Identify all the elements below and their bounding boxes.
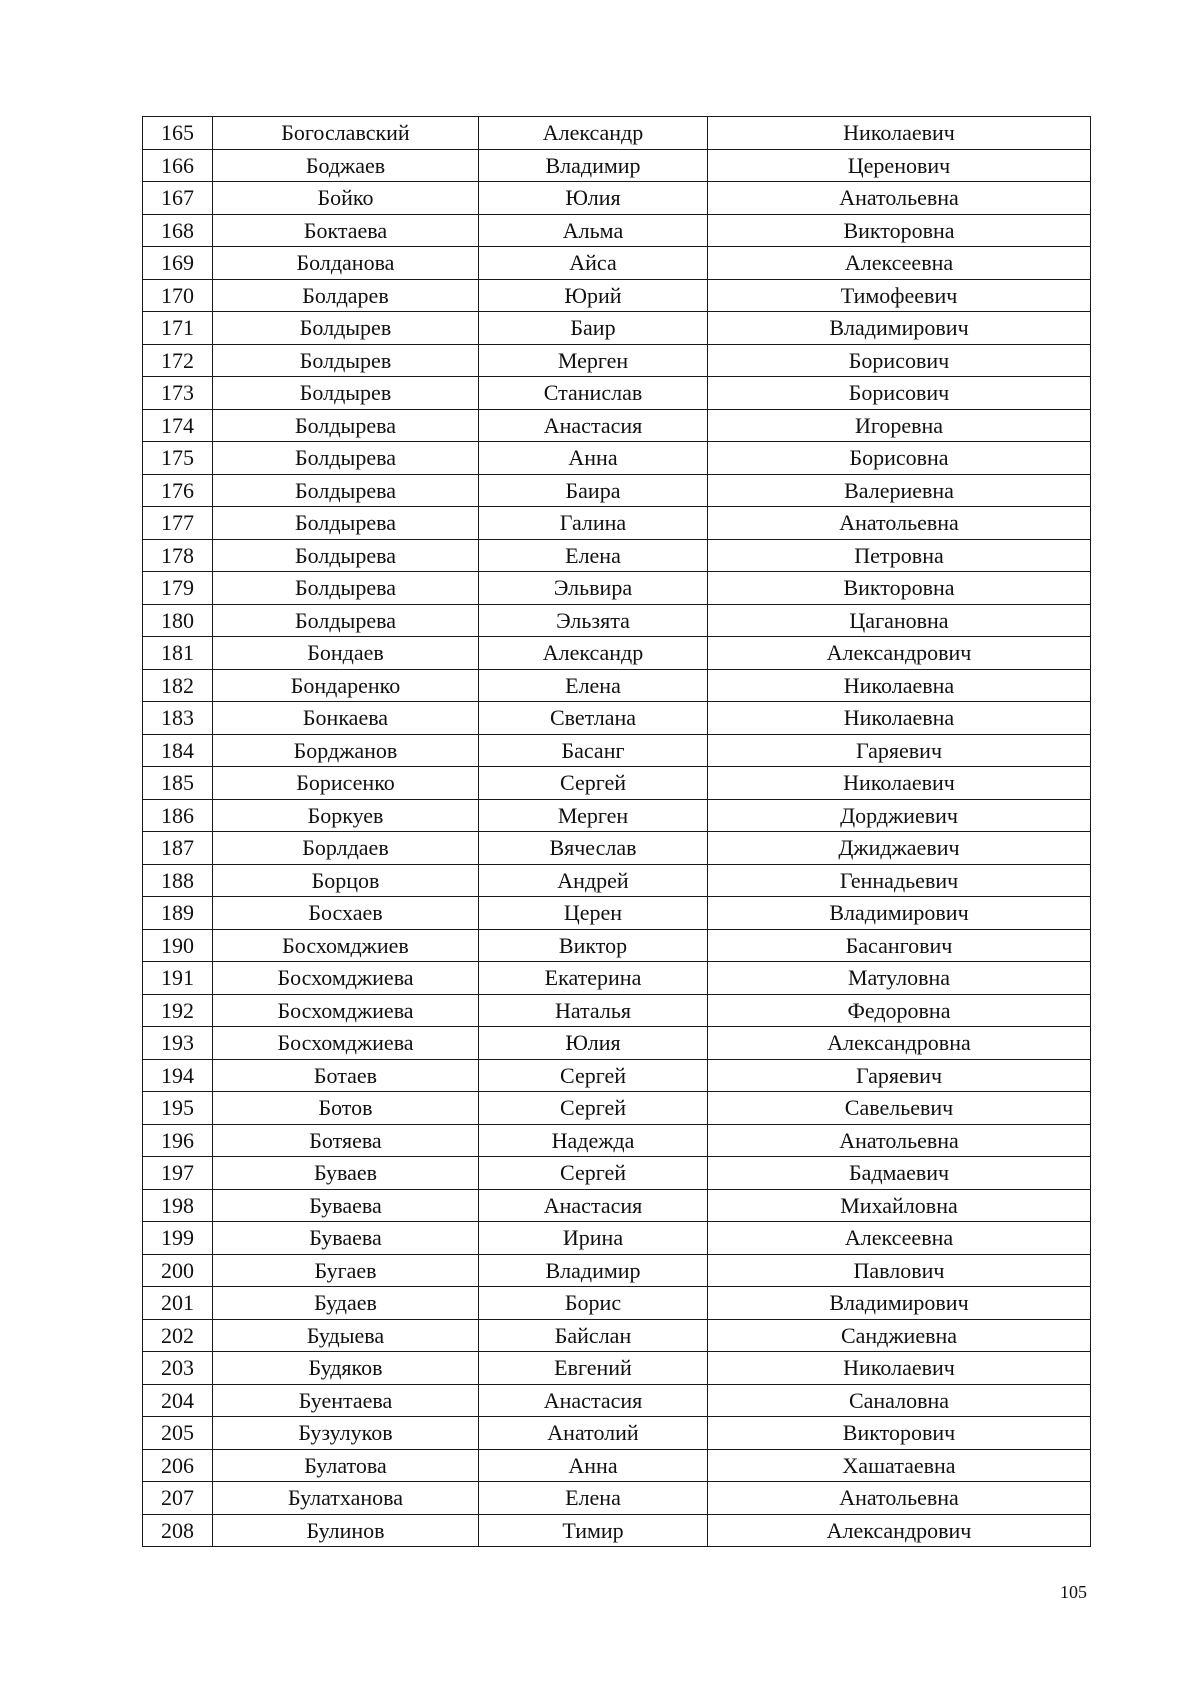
table-row [143,1189,1091,1222]
patronymic-cell: Петровна [708,539,1091,572]
patronymic-cell: Борисовна [708,442,1091,475]
surname-cell: Борисенко [213,767,479,800]
patronymic-cell: Викторович [708,1417,1091,1450]
table-row [143,1027,1091,1060]
row-number-cell: 189 [143,897,213,930]
patronymic-cell: Басангович [708,929,1091,962]
given-name-cell: Тимир [479,1514,708,1547]
table-row [143,604,1091,637]
row-number-cell: 171 [143,312,213,345]
given-name-cell: Евгений [479,1352,708,1385]
given-name-cell: Анастасия [479,1189,708,1222]
given-name-cell: Галина [479,507,708,540]
given-name-cell: Сергей [479,1059,708,1092]
row-number-cell: 174 [143,409,213,442]
given-name-cell: Байслан [479,1319,708,1352]
surname-cell: Бузулуков [213,1417,479,1450]
table-row [143,1417,1091,1450]
given-name-cell: Надежда [479,1124,708,1157]
surname-cell: Босхомджиева [213,994,479,1027]
row-number-cell: 177 [143,507,213,540]
row-number-cell: 197 [143,1157,213,1190]
row-number-cell: 193 [143,1027,213,1060]
surname-cell: Будаев [213,1287,479,1320]
given-name-cell: Анна [479,1449,708,1482]
given-name-cell: Светлана [479,702,708,735]
given-name-cell: Наталья [479,994,708,1027]
row-number-cell: 185 [143,767,213,800]
table-row [143,734,1091,767]
row-number-cell: 192 [143,994,213,1027]
patronymic-cell: Александрович [708,637,1091,670]
patronymic-cell: Анатольевна [708,507,1091,540]
patronymic-cell: Викторовна [708,572,1091,605]
given-name-cell: Эльзята [479,604,708,637]
table-row [143,1482,1091,1515]
table-row [143,799,1091,832]
given-name-cell: Сергей [479,1092,708,1125]
table-row [143,572,1091,605]
surname-cell: Болдырева [213,572,479,605]
table-row [143,312,1091,345]
surname-cell: Будыева [213,1319,479,1352]
row-number-cell: 194 [143,1059,213,1092]
given-name-cell: Церен [479,897,708,930]
given-name-cell: Сергей [479,767,708,800]
table-row [143,214,1091,247]
table-row [143,929,1091,962]
surname-cell: Болдарев [213,279,479,312]
surname-cell: Будяков [213,1352,479,1385]
given-name-cell: Владимир [479,1254,708,1287]
given-name-cell: Александр [479,637,708,670]
surname-cell: Буентаева [213,1384,479,1417]
table-row [143,702,1091,735]
patronymic-cell: Геннадьевич [708,864,1091,897]
patronymic-cell: Федоровна [708,994,1091,1027]
patronymic-cell: Матуловна [708,962,1091,995]
given-name-cell: Анатолий [479,1417,708,1450]
surname-cell: Босхомджиев [213,929,479,962]
table-row [143,1254,1091,1287]
row-number-cell: 205 [143,1417,213,1450]
names-table [142,116,1091,1547]
surname-cell: Борлдаев [213,832,479,865]
patronymic-cell: Церенович [708,149,1091,182]
table-row [143,1157,1091,1190]
patronymic-cell: Владимирович [708,312,1091,345]
surname-cell: Болдырева [213,604,479,637]
patronymic-cell: Павлович [708,1254,1091,1287]
row-number-cell: 170 [143,279,213,312]
row-number-cell: 200 [143,1254,213,1287]
surname-cell: Бондаренко [213,669,479,702]
table-row [143,344,1091,377]
patronymic-cell: Александрович [708,1514,1091,1547]
surname-cell: Болдырева [213,474,479,507]
table-row [143,669,1091,702]
given-name-cell: Айса [479,247,708,280]
patronymic-cell: Гаряевич [708,734,1091,767]
given-name-cell: Баир [479,312,708,345]
given-name-cell: Станислав [479,377,708,410]
surname-cell: Босхомджиева [213,962,479,995]
row-number-cell: 172 [143,344,213,377]
row-number-cell: 186 [143,799,213,832]
table-row [143,182,1091,215]
table-row [143,897,1091,930]
row-number-cell: 168 [143,214,213,247]
table-row [143,442,1091,475]
surname-cell: Болданова [213,247,479,280]
row-number-cell: 204 [143,1384,213,1417]
given-name-cell: Борис [479,1287,708,1320]
patronymic-cell: Николаевна [708,669,1091,702]
surname-cell: Болдырева [213,442,479,475]
surname-cell: Буваева [213,1189,479,1222]
table-row [143,1384,1091,1417]
row-number-cell: 207 [143,1482,213,1515]
surname-cell: Болдырева [213,539,479,572]
row-number-cell: 169 [143,247,213,280]
patronymic-cell: Анатольевна [708,1124,1091,1157]
table-row [143,1222,1091,1255]
given-name-cell: Елена [479,669,708,702]
row-number-cell: 199 [143,1222,213,1255]
surname-cell: Боктаева [213,214,479,247]
patronymic-cell: Хашатаевна [708,1449,1091,1482]
row-number-cell: 187 [143,832,213,865]
given-name-cell: Юлия [479,1027,708,1060]
surname-cell: Борджанов [213,734,479,767]
given-name-cell: Вячеслав [479,832,708,865]
surname-cell: Буваев [213,1157,479,1190]
table-row [143,994,1091,1027]
patronymic-cell: Саналовна [708,1384,1091,1417]
surname-cell: Буваева [213,1222,479,1255]
table-row [143,474,1091,507]
patronymic-cell: Николаевна [708,702,1091,735]
table-row [143,507,1091,540]
table-row [143,864,1091,897]
row-number-cell: 178 [143,539,213,572]
row-number-cell: 202 [143,1319,213,1352]
table-row [143,637,1091,670]
table-row [143,767,1091,800]
row-number-cell: 183 [143,702,213,735]
table-row [143,377,1091,410]
surname-cell: Бойко [213,182,479,215]
given-name-cell: Юлия [479,182,708,215]
given-name-cell: Эльвира [479,572,708,605]
given-name-cell: Альма [479,214,708,247]
row-number-cell: 165 [143,117,213,150]
table-row [143,1449,1091,1482]
surname-cell: Борцов [213,864,479,897]
given-name-cell: Анастасия [479,409,708,442]
row-number-cell: 195 [143,1092,213,1125]
patronymic-cell: Владимирович [708,1287,1091,1320]
surname-cell: Боркуев [213,799,479,832]
patronymic-cell: Борисович [708,377,1091,410]
table-row [143,1287,1091,1320]
patronymic-cell: Джиджаевич [708,832,1091,865]
surname-cell: Булатханова [213,1482,479,1515]
given-name-cell: Юрий [479,279,708,312]
patronymic-cell: Викторовна [708,214,1091,247]
given-name-cell: Андрей [479,864,708,897]
surname-cell: Бонкаева [213,702,479,735]
patronymic-cell: Анатольевна [708,182,1091,215]
patronymic-cell: Игоревна [708,409,1091,442]
given-name-cell: Сергей [479,1157,708,1190]
surname-cell: Болдырев [213,377,479,410]
row-number-cell: 196 [143,1124,213,1157]
row-number-cell: 188 [143,864,213,897]
given-name-cell: Анна [479,442,708,475]
row-number-cell: 179 [143,572,213,605]
patronymic-cell: Борисович [708,344,1091,377]
given-name-cell: Александр [479,117,708,150]
patronymic-cell: Санджиевна [708,1319,1091,1352]
table-row [143,1059,1091,1092]
table-row [143,1319,1091,1352]
table-row [143,247,1091,280]
table-row [143,962,1091,995]
surname-cell: Ботяева [213,1124,479,1157]
surname-cell: Босхаев [213,897,479,930]
surname-cell: Богославский [213,117,479,150]
patronymic-cell: Дорджиевич [708,799,1091,832]
row-number-cell: 198 [143,1189,213,1222]
surname-cell: Босхомджиева [213,1027,479,1060]
patronymic-cell: Тимофеевич [708,279,1091,312]
table-row [143,149,1091,182]
row-number-cell: 180 [143,604,213,637]
row-number-cell: 201 [143,1287,213,1320]
given-name-cell: Ирина [479,1222,708,1255]
given-name-cell: Елена [479,539,708,572]
given-name-cell: Басанг [479,734,708,767]
given-name-cell: Баира [479,474,708,507]
table-row [143,279,1091,312]
patronymic-cell: Александровна [708,1027,1091,1060]
patronymic-cell: Савельевич [708,1092,1091,1125]
table-row [143,1514,1091,1547]
row-number-cell: 173 [143,377,213,410]
patronymic-cell: Алексеевна [708,1222,1091,1255]
table-row [143,1124,1091,1157]
surname-cell: Булатова [213,1449,479,1482]
row-number-cell: 203 [143,1352,213,1385]
patronymic-cell: Бадмаевич [708,1157,1091,1190]
row-number-cell: 182 [143,669,213,702]
patronymic-cell: Валериевна [708,474,1091,507]
row-number-cell: 181 [143,637,213,670]
row-number-cell: 175 [143,442,213,475]
given-name-cell: Мерген [479,799,708,832]
surname-cell: Болдырев [213,344,479,377]
patronymic-cell: Алексеевна [708,247,1091,280]
row-number-cell: 190 [143,929,213,962]
row-number-cell: 176 [143,474,213,507]
row-number-cell: 208 [143,1514,213,1547]
row-number-cell: 184 [143,734,213,767]
row-number-cell: 166 [143,149,213,182]
row-number-cell: 206 [143,1449,213,1482]
page-number: 105 [1060,1582,1087,1602]
patronymic-cell: Анатольевна [708,1482,1091,1515]
patronymic-cell: Гаряевич [708,1059,1091,1092]
surname-cell: Ботаев [213,1059,479,1092]
given-name-cell: Екатерина [479,962,708,995]
table-row [143,539,1091,572]
row-number-cell: 167 [143,182,213,215]
table-row [143,832,1091,865]
patronymic-cell: Михайловна [708,1189,1091,1222]
surname-cell: Бондаев [213,637,479,670]
row-number-cell: 191 [143,962,213,995]
surname-cell: Болдырева [213,507,479,540]
given-name-cell: Елена [479,1482,708,1515]
surname-cell: Боджаев [213,149,479,182]
table-row [143,409,1091,442]
table-row [143,1352,1091,1385]
given-name-cell: Анастасия [479,1384,708,1417]
surname-cell: Болдырева [213,409,479,442]
surname-cell: Болдырев [213,312,479,345]
patronymic-cell: Владимирович [708,897,1091,930]
patronymic-cell: Николаевич [708,1352,1091,1385]
surname-cell: Ботов [213,1092,479,1125]
names-table-body [143,117,1091,1547]
given-name-cell: Мерген [479,344,708,377]
given-name-cell: Виктор [479,929,708,962]
table-row [143,1092,1091,1125]
given-name-cell: Владимир [479,149,708,182]
patronymic-cell: Николаевич [708,767,1091,800]
patronymic-cell: Цагановна [708,604,1091,637]
table-row [143,117,1091,150]
patronymic-cell: Николаевич [708,117,1091,150]
surname-cell: Бугаев [213,1254,479,1287]
surname-cell: Булинов [213,1514,479,1547]
